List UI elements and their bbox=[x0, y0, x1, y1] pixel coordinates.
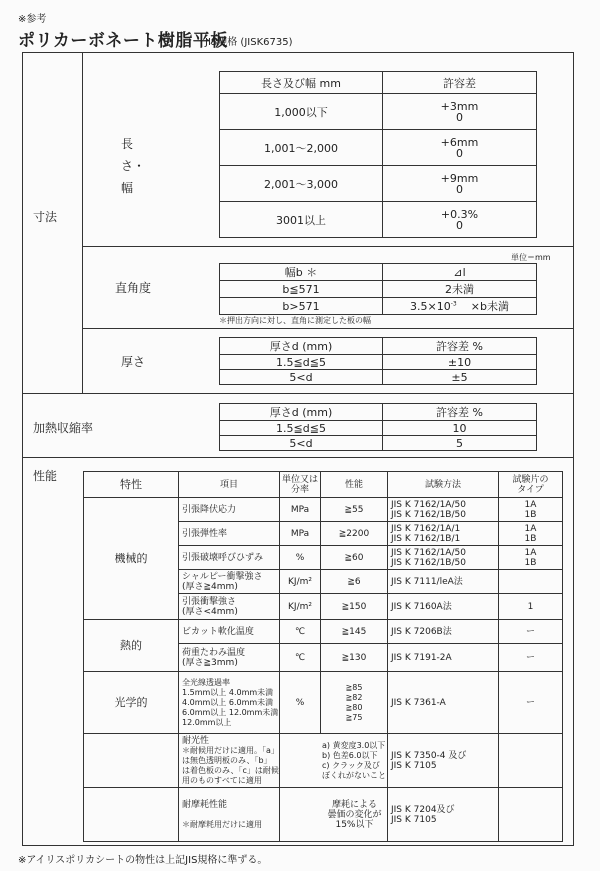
delta-cell: 2未満 bbox=[383, 281, 537, 298]
item-cell bbox=[179, 734, 280, 788]
method-cell: JIS K 7191-2A bbox=[388, 644, 499, 672]
optical-line: 12.0mm以上 bbox=[182, 717, 232, 727]
unit-cell: ℃ bbox=[280, 620, 321, 644]
method-cell bbox=[388, 546, 499, 570]
unit-cell: % bbox=[280, 672, 321, 734]
header-unit-2: 分率 bbox=[290, 484, 309, 495]
width-cell: b≦571 bbox=[220, 281, 383, 298]
tolerance-cell: 5 bbox=[383, 436, 537, 451]
group-mechanical: 機械的 bbox=[84, 498, 179, 620]
type-2: 1B bbox=[524, 557, 537, 568]
divider bbox=[82, 246, 573, 247]
thickness-cell: 1.5≦d≦5 bbox=[220, 355, 383, 370]
method-cell: JIS K 7111/leA法 bbox=[388, 570, 499, 594]
optical-line: 1.5mm以上 4.0mm未満 bbox=[182, 687, 274, 697]
item-1: 荷重たわみ温度 bbox=[182, 647, 246, 658]
light-perf: b) 色差6.0以下 bbox=[322, 750, 378, 760]
optical-line: 4.0mm以上 6.0mm未満 bbox=[182, 697, 274, 707]
type-cell: ー bbox=[499, 644, 563, 672]
method-1: JIS K 7350-4 及び bbox=[391, 750, 467, 761]
type-cell bbox=[499, 788, 563, 842]
method-2: JIS K 7162/1B/50 bbox=[391, 509, 466, 520]
shrinkage-table bbox=[219, 403, 537, 451]
wear-desc: ＊耐摩耗用だけに適用 bbox=[182, 819, 262, 829]
unit-cell: ℃ bbox=[280, 644, 321, 672]
tolerance-cell bbox=[383, 166, 537, 202]
header-tolerance: 許容差 bbox=[383, 72, 537, 94]
delta-suffix: ×b未満 bbox=[470, 300, 509, 313]
method-1: JIS K 7162/1A/1 bbox=[391, 523, 461, 534]
perf-cell: ≧6 bbox=[321, 570, 388, 594]
divider bbox=[23, 457, 573, 458]
squareness-table bbox=[219, 263, 537, 315]
type-1: 1A bbox=[524, 499, 537, 510]
type-cell bbox=[499, 734, 563, 788]
header-length: 長さ及び幅 mm bbox=[220, 72, 383, 94]
optical-value: ≧85 bbox=[345, 682, 363, 692]
type-cell bbox=[499, 570, 563, 594]
optical-value: ≧82 bbox=[345, 692, 363, 702]
item-2: (厚さ<4mm) bbox=[182, 606, 238, 617]
method-cell bbox=[388, 498, 499, 522]
header-type-2: タイプ bbox=[517, 484, 544, 495]
item-cell bbox=[179, 570, 280, 594]
tolerance-cell: ±5 bbox=[383, 370, 537, 385]
tolerance-cell bbox=[383, 94, 537, 130]
item-2: (厚さ≧3mm) bbox=[182, 657, 238, 668]
optical-value: ≧80 bbox=[345, 702, 363, 712]
header-type-1: 試験片の bbox=[512, 474, 549, 485]
method-2: JIS K 7162/1B/1 bbox=[391, 533, 461, 544]
width-cell: b>571 bbox=[220, 298, 383, 315]
type-2: 1B bbox=[524, 533, 537, 544]
wear-perf: 摩耗による bbox=[331, 799, 377, 810]
header-performance: 性能 bbox=[321, 472, 388, 498]
divider bbox=[82, 328, 573, 329]
light-perf: a) 黄変度3.0以下 bbox=[322, 740, 386, 750]
header-item: 項目 bbox=[179, 472, 280, 498]
wear-title: 耐摩耗性能 bbox=[182, 799, 228, 810]
item-cell: 引張破壊呼びひずみ bbox=[179, 546, 280, 570]
tolerance-minus: 0 bbox=[456, 146, 463, 160]
header-property: 特性 bbox=[84, 472, 179, 498]
light-perf: ぼくれがないこと bbox=[322, 770, 386, 780]
perf-cell bbox=[280, 734, 388, 788]
header-type bbox=[499, 472, 563, 498]
method-1: JIS K 7204及び bbox=[391, 804, 455, 815]
wear-perf: 曇価の変化が bbox=[327, 809, 382, 820]
perf-cell: ≧55 bbox=[321, 498, 388, 522]
section-dimension: 寸法 bbox=[33, 210, 58, 224]
optical-value: ≧75 bbox=[345, 712, 363, 722]
section-squareness: 直角度 bbox=[115, 281, 152, 295]
type-cell bbox=[499, 498, 563, 522]
section-thickness: 厚さ bbox=[121, 355, 146, 369]
method-1: JIS K 7162/1A/50 bbox=[391, 499, 466, 510]
perf-cell: ≧60 bbox=[321, 546, 388, 570]
group-empty bbox=[84, 734, 179, 788]
performance-table bbox=[83, 471, 563, 842]
divider bbox=[23, 393, 573, 394]
method-cell bbox=[388, 788, 499, 842]
method-2: JIS K 7105 bbox=[391, 760, 437, 771]
length-cell: 1,000以下 bbox=[220, 94, 383, 130]
item-cell bbox=[179, 594, 280, 620]
tolerance-cell: ±10 bbox=[383, 355, 537, 370]
optical-line: 6.0mm以上 12.0mm未満 bbox=[182, 707, 279, 717]
wear-perf: 15%以下 bbox=[335, 819, 374, 830]
type-1: 1A bbox=[524, 523, 537, 534]
method-2: JIS K 7162/1B/50 bbox=[391, 557, 466, 568]
item-1: 引張衝撃強さ bbox=[182, 596, 237, 607]
jis-standard: JIS規格 (JISK6735) bbox=[205, 37, 293, 48]
light-desc: ＊耐候用だけに適用。「a」は無色透明板のみ、「b」は着色板のみ、「c」は耐候用のものすべてに適用 bbox=[182, 745, 279, 785]
method-cell: JIS K 7206B法 bbox=[388, 620, 499, 644]
method-cell: JIS K 7361-A bbox=[388, 672, 499, 734]
item-cell bbox=[179, 672, 280, 734]
section-performance: 性能 bbox=[33, 469, 58, 483]
tolerance-plus: +0.3% bbox=[440, 207, 479, 221]
header-tolerance: 許容差 % bbox=[383, 338, 537, 355]
delta-base: 3.5×10 bbox=[410, 300, 451, 313]
perf-cell: ≧2200 bbox=[321, 522, 388, 546]
length-tolerance-table bbox=[219, 71, 537, 238]
group-thermal: 熱的 bbox=[84, 620, 179, 672]
tolerance-cell bbox=[383, 202, 537, 238]
header-tolerance: 許容差 % bbox=[383, 404, 537, 421]
tolerance-plus: +3mm bbox=[440, 99, 479, 113]
tolerance-cell: 10 bbox=[383, 421, 537, 436]
unit-label: 単位＝mm bbox=[511, 253, 551, 262]
type-cell bbox=[499, 522, 563, 546]
delta-cell bbox=[383, 298, 537, 315]
unit-cell: % bbox=[280, 546, 321, 570]
divider bbox=[82, 376, 83, 393]
thickness-cell: 1.5≦d≦5 bbox=[220, 421, 383, 436]
optical-title: 全光線透過率 bbox=[182, 677, 230, 687]
squareness-note: ＊押出方向に対し、直角に測定した板の幅 bbox=[219, 316, 371, 325]
perf-cell: ≧130 bbox=[321, 644, 388, 672]
item-cell: 引張降伏応力 bbox=[179, 498, 280, 522]
unit-cell: KJ/m² bbox=[280, 594, 321, 620]
thickness-table bbox=[219, 337, 537, 385]
type-cell: ー bbox=[499, 672, 563, 734]
item-1: シャルピー衝撃強さ bbox=[182, 571, 263, 582]
tolerance-plus: +6mm bbox=[440, 135, 479, 149]
length-cell: 2,001～3,000 bbox=[220, 166, 383, 202]
tolerance-cell bbox=[383, 130, 537, 166]
item-cell bbox=[179, 788, 280, 842]
header-method: 試験方法 bbox=[388, 472, 499, 498]
item-cell: 引張弾性率 bbox=[179, 522, 280, 546]
section-shrinkage: 加熱収縮率 bbox=[33, 421, 94, 435]
light-perf: c) クラック及び bbox=[322, 760, 380, 770]
light-title: 耐光性 bbox=[182, 735, 210, 746]
perf-cell: ≧145 bbox=[321, 620, 388, 644]
delta-exp: -3 bbox=[450, 300, 457, 308]
perf-cell bbox=[280, 788, 388, 842]
type-cell bbox=[499, 546, 563, 570]
method-cell: JIS K 7160A法 bbox=[388, 594, 499, 620]
type-cell: ー bbox=[499, 620, 563, 644]
method-cell bbox=[388, 734, 499, 788]
unit-cell: MPa bbox=[280, 498, 321, 522]
section-length-width: 長さ・幅 bbox=[121, 137, 146, 195]
perf-cell bbox=[321, 672, 388, 734]
footer-note: ※アイリスポリカシートの物性は上記JIS規格に準ずる。 bbox=[18, 855, 268, 866]
thickness-cell: 5<d bbox=[220, 370, 383, 385]
item-cell: ビカット軟化温度 bbox=[179, 620, 280, 644]
item-2: (厚さ≧4mm) bbox=[182, 581, 238, 592]
header-thickness: 厚さd (mm) bbox=[220, 338, 383, 355]
method-2: JIS K 7105 bbox=[391, 814, 437, 825]
thickness-cell: 5<d bbox=[220, 436, 383, 451]
type-2: 1B bbox=[524, 509, 537, 520]
group-optical: 光学的 bbox=[84, 672, 179, 734]
header-unit-1: 単位又は bbox=[281, 474, 318, 485]
length-cell: 1,001～2,000 bbox=[220, 130, 383, 166]
reference-note: ※参考 bbox=[18, 14, 47, 25]
tolerance-minus: 0 bbox=[456, 182, 463, 196]
method-1: JIS K 7162/1A/50 bbox=[391, 547, 466, 558]
header-unit bbox=[280, 472, 321, 498]
perf-cell: ≧150 bbox=[321, 594, 388, 620]
unit-cell: MPa bbox=[280, 522, 321, 546]
tolerance-minus: 0 bbox=[456, 218, 463, 232]
item-cell bbox=[179, 644, 280, 672]
header-width: 幅b ＊ bbox=[220, 264, 383, 281]
spec-frame bbox=[22, 52, 574, 846]
header-delta: ⊿l bbox=[383, 264, 537, 281]
tolerance-plus: +9mm bbox=[440, 171, 479, 185]
group-empty bbox=[84, 788, 179, 842]
type-1: 1A bbox=[524, 547, 537, 558]
tolerance-minus: 0 bbox=[456, 110, 463, 124]
unit-cell: KJ/m² bbox=[280, 570, 321, 594]
method-cell bbox=[388, 522, 499, 546]
page-title: ポリカーボネート樹脂平板 bbox=[18, 31, 228, 51]
header-thickness: 厚さd (mm) bbox=[220, 404, 383, 421]
type-cell: 1 bbox=[499, 594, 563, 620]
length-cell: 3001以上 bbox=[220, 202, 383, 238]
